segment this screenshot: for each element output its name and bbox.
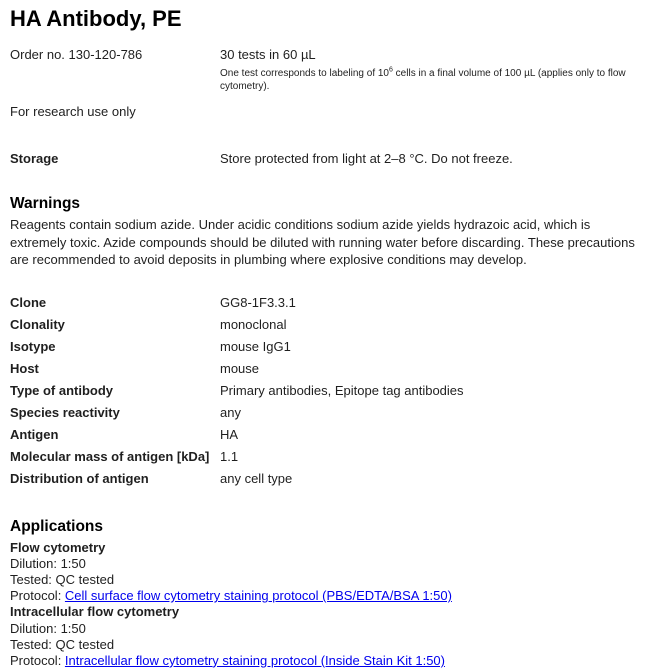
property-value: monoclonal — [220, 316, 287, 332]
property-label: Host — [10, 360, 39, 376]
property-value: mouse IgG1 — [220, 338, 291, 354]
protocol-label: Protocol: — [10, 588, 65, 604]
application-block — [10, 540, 646, 605]
property-label: Clonality — [10, 316, 65, 332]
size-note — [220, 67, 646, 93]
application-protocol-line — [10, 653, 646, 668]
properties-table — [10, 292, 646, 490]
property-row — [10, 424, 646, 446]
property-label: Isotype — [10, 338, 56, 354]
size-note-post: cells in a final volume of 100 µL (applies only to flow cytometry). — [220, 68, 626, 92]
protocol-link[interactable]: Cell surface flow cytometry staining protocol (PBS/EDTA/BSA 1:50) — [64, 588, 452, 604]
property-label: Antigen — [10, 426, 59, 442]
property-value: mouse — [220, 360, 260, 376]
property-value: Primary antibodies, Epitope tag antibodies — [220, 382, 464, 398]
application-dilution: Dilution: 1:50 — [10, 620, 86, 636]
property-value: HA — [220, 426, 239, 442]
application-block — [10, 604, 646, 668]
property-row — [10, 446, 646, 468]
warnings-text: Reagents contain sodium azide. Under acidic conditions sodium azide yields hydrazoic acid, which is extremely toxic. Azide compounds should be diluted with running water before discarding. These precautions are recommended to avoid deposits in plumbing where explosive conditions may develop. — [10, 217, 635, 267]
protocol-link[interactable]: Intracellular flow cytometry staining protocol (Inside Stain Kit 1:50) — [64, 652, 445, 668]
size-cell — [220, 47, 646, 93]
property-label: Clone — [10, 294, 47, 310]
applications-section — [10, 540, 646, 668]
property-label: Molecular mass of antigen [kDa] — [10, 448, 210, 464]
property-row — [10, 314, 646, 336]
property-row — [10, 358, 646, 380]
tests-size: 30 tests in 60 µL — [220, 47, 316, 62]
application-protocol-line — [10, 588, 646, 604]
property-value: 1.1 — [220, 448, 239, 464]
property-row — [10, 292, 646, 314]
application-name: Flow cytometry — [10, 539, 106, 555]
application-tested: Tested: QC tested — [10, 636, 115, 652]
property-label: Distribution of antigen — [10, 470, 149, 486]
protocol-label: Protocol: — [10, 652, 65, 668]
application-tested: Tested: QC tested — [10, 571, 115, 587]
property-value: any cell type — [220, 470, 293, 486]
property-row — [10, 336, 646, 358]
storage-row — [10, 151, 646, 167]
order-row — [10, 47, 646, 93]
property-value: GG8-1F3.3.1 — [220, 294, 296, 310]
page-title: HA Antibody, PE — [10, 6, 182, 31]
storage-label: Storage — [10, 151, 59, 166]
research-use-note: For research use only — [10, 104, 136, 119]
application-name: Intracellular flow cytometry — [10, 604, 180, 620]
size-note-pre: One test corresponds to labeling of 10 — [220, 68, 389, 79]
property-label: Species reactivity — [10, 404, 120, 420]
property-value: any — [220, 404, 241, 420]
size-note-exponent: 6 — [389, 66, 393, 74]
warnings-heading: Warnings — [10, 195, 81, 212]
property-row — [10, 402, 646, 424]
order-number: Order no. 130-120-786 — [10, 47, 143, 62]
applications-heading: Applications — [10, 517, 104, 535]
property-label: Type of antibody — [10, 382, 114, 398]
property-row — [10, 380, 646, 402]
storage-value: Store protected from light at 2–8 °C. Do not freeze. — [220, 151, 513, 166]
application-dilution: Dilution: 1:50 — [10, 555, 86, 571]
property-row — [10, 468, 646, 490]
